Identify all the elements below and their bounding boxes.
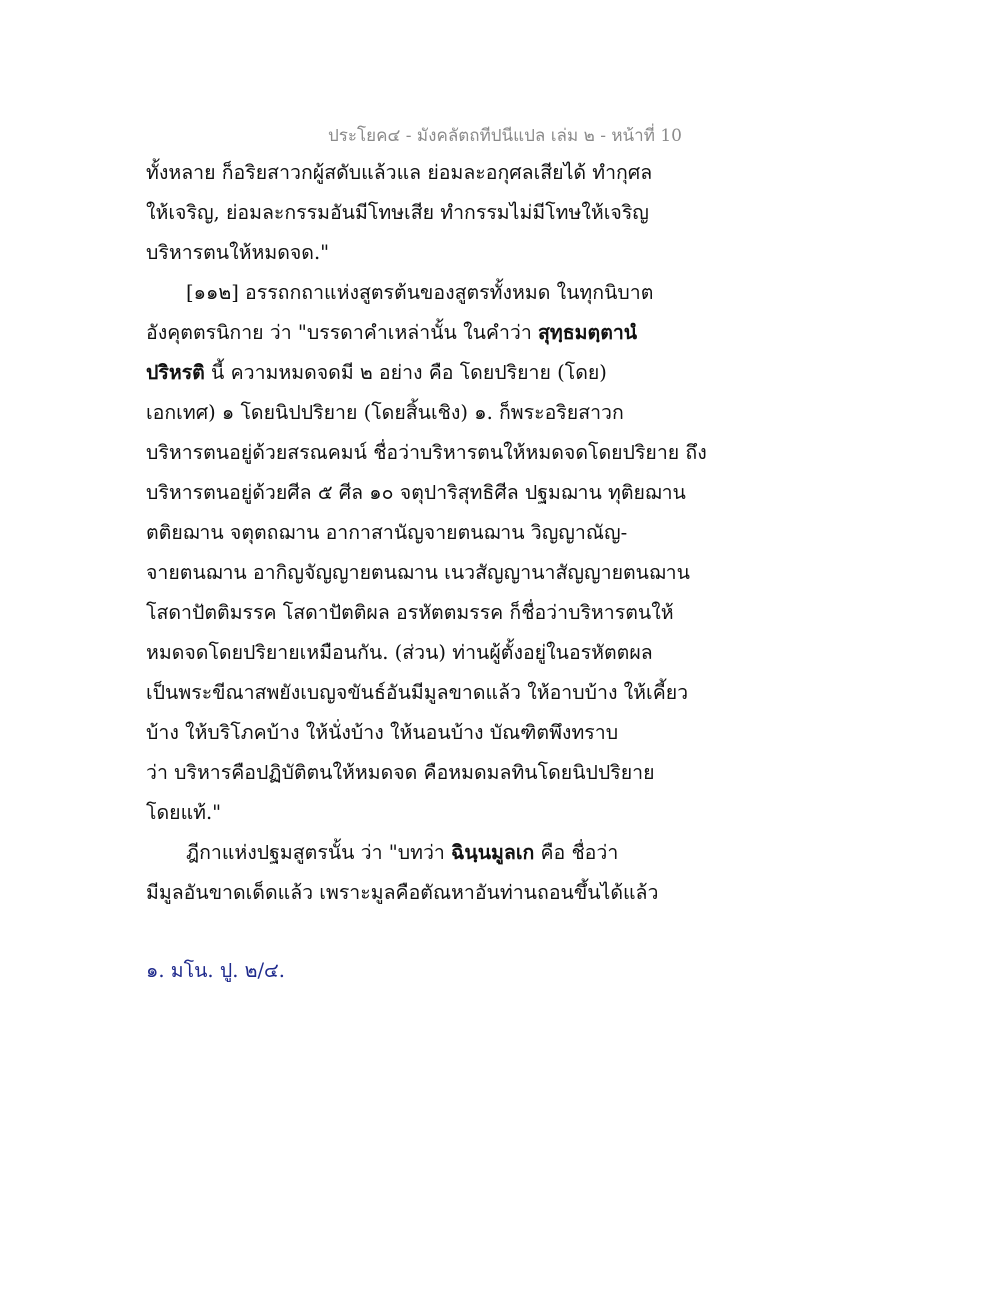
paragraph-first-line: [186, 840, 618, 866]
text-line: มีมูลอันขาดเด็ดแล้ว เพราะมูลคือตัณหาอันท่านถอนขึ้นได้แล้ว: [146, 881, 659, 904]
text-line: เอกเทศ) ๑ โดยนิปปริยาย (โดยสิ้นเชิง) ๑. ก็พระอริยสาวก: [146, 401, 624, 424]
text-line: โดยแท้.": [146, 801, 222, 824]
text-line: จายตนฌาน อากิญจัญญายตนฌาน เนวสัญญานาสัญญายตนฌาน: [146, 561, 690, 584]
text-line: [146, 320, 637, 346]
text-segment: นี้ ความหมดจดมี ๒ อย่าง คือ โดยปริยาย (โดย): [204, 361, 607, 384]
text-line: บ้าง ให้บริโภคบ้าง ให้นั่งบ้าง ให้นอนบ้าง บัณฑิตพึงทราบ: [146, 721, 619, 744]
text-segment: อังคุตตรนิกาย ว่า "บรรดาคำเหล่านั้น ในคำว่า: [146, 321, 539, 344]
text-segment: ฎีกาแห่งปฐมสูตรนั้น ว่า "บทว่า: [186, 841, 452, 864]
text-line: บริหารตนอยู่ด้วยสรณคมน์ ชื่อว่าบริหารตนให้หมดจดโดยปริยาย ถึง: [146, 441, 707, 464]
pali-term: ปริหรติ: [146, 361, 205, 384]
footnote: ๑. มโน. ปู. ๒/๔.: [146, 959, 285, 982]
paragraph-first-line: [๑๑๒] อรรถกถาแห่งสูตรต้นของสูตรทั้งหมด ในทุกนิบาต: [186, 281, 654, 304]
text-segment: คือ ชื่อว่า: [534, 841, 619, 864]
text-line: บริหารตนอยู่ด้วยศีล ๕ ศีล ๑๐ จตุปาริสุทธิศีล ปฐมฌาน ทุติยฌาน: [146, 481, 686, 504]
text-line: ว่า บริหารคือปฏิบัติตนให้หมดจด คือหมดมลทินโดยนิปปริยาย: [146, 761, 655, 784]
pali-term: ฉินฺนมูลเก: [451, 841, 535, 864]
text-line: ตติยฌาน จตุตถฌาน อากาสานัญจายตนฌาน วิญญาณัญ-: [146, 521, 628, 544]
running-head: ประโยค๔ - มังคลัตถทีปนีแปล เล่ม ๒ - หน้าที่ 10: [328, 126, 682, 146]
text-line: หมดจดโดยปริยายเหมือนกัน. (ส่วน) ท่านผู้ตั้งอยู่ในอรหัตตผล: [146, 641, 653, 664]
pali-term: สุทฺธมตฺตานํ: [538, 321, 638, 344]
text-line: [146, 360, 607, 386]
text-line: ให้เจริญ, ย่อมละกรรมอันมีโทษเสีย ทำกรรมไม่มีโทษให้เจริญ: [146, 201, 649, 224]
text-line: โสดาปัตติมรรค โสดาปัตติผล อรหัตตมรรค ก็ชื่อว่าบริหารตนให้: [146, 601, 674, 624]
text-line: เป็นพระขีณาสพยังเบญจขันธ์อันมีมูลขาดแล้ว ให้อาบบ้าง ให้เคี้ยว: [146, 681, 689, 704]
text-line: บริหารตนให้หมดจด.": [146, 241, 330, 264]
text-line: ทั้งหลาย ก็อริยสาวกผู้สดับแล้วแล ย่อมละอกุศลเสียได้ ทำกุศล: [146, 161, 653, 184]
